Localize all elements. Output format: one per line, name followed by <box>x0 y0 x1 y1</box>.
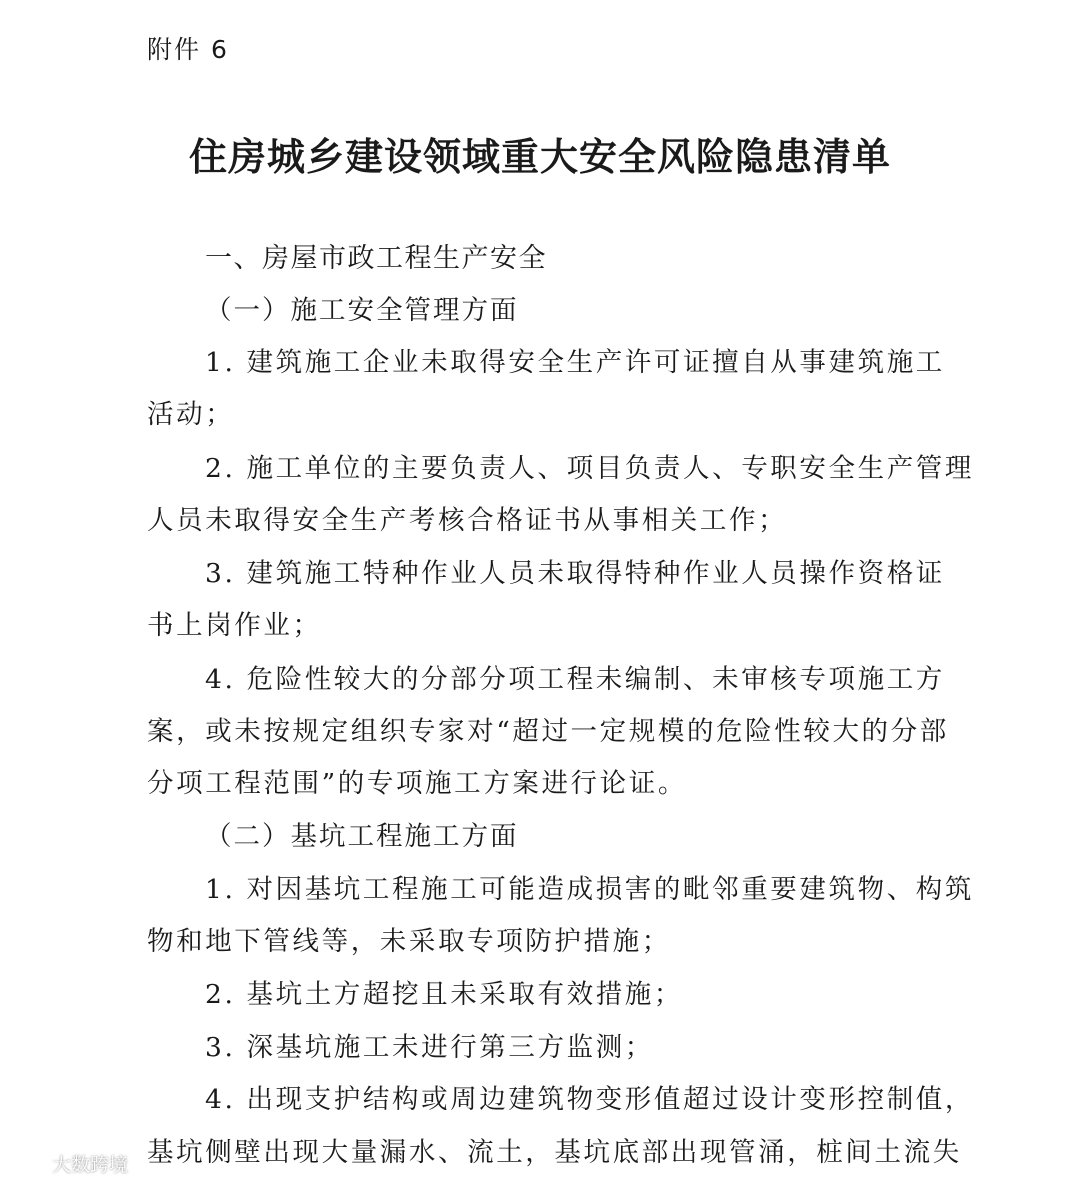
subsection-heading: （一）施工安全管理方面 <box>205 295 519 326</box>
list-item-line: 基坑侧壁出现大量漏水、流土，基坑底部出现管涌，桩间土流失 <box>147 1137 962 1168</box>
document-title: 住房城乡建设领域重大安全风险隐患清单 <box>188 135 891 179</box>
list-item-line: 物和地下管线等，未采取专项防护措施； <box>147 926 671 957</box>
list-item-line: 2. 基坑土方超挖且未采取有效措施； <box>205 979 684 1010</box>
watermark <box>10 1150 128 1177</box>
list-item-line: 3. 深基坑施工未进行第三方监测； <box>205 1032 654 1063</box>
list-item-line: 书上岗作业； <box>147 610 322 641</box>
watermark-text: 大数跨境 <box>52 1154 129 1176</box>
list-item-line: 1. 建筑施工企业未取得安全生产许可证擅自从事建筑施工 <box>205 347 945 378</box>
list-item-line: 人员未取得安全生产考核合格证书从事相关工作； <box>147 505 788 536</box>
eye-logo-icon <box>10 1152 48 1176</box>
list-item-line: 分项工程范围”的专项施工方案进行论证。 <box>147 768 687 799</box>
subsection-heading: （二）基坑工程施工方面 <box>205 821 519 852</box>
list-item-line: 4. 出现支护结构或周边建筑物变形值超过设计变形控制值， <box>205 1084 975 1115</box>
list-item-line: 1. 对因基坑工程施工可能造成损害的毗邻重要建筑物、构筑 <box>205 874 975 905</box>
list-item-line: 活动； <box>147 399 235 430</box>
list-item-line: 4. 危险性较大的分部分项工程未编制、未审核专项施工方 <box>205 664 945 695</box>
list-item-line: 3. 建筑施工特种作业人员未取得特种作业人员操作资格证 <box>205 558 945 589</box>
attachment-label: 附件 6 <box>147 35 229 64</box>
section-heading: 一、房屋市政工程生产安全 <box>205 243 547 274</box>
list-item-line: 案，或未按规定组织专家对“超过一定规模的危险性较大的分部 <box>147 716 949 747</box>
list-item-line: 2. 施工单位的主要负责人、项目负责人、专职安全生产管理 <box>205 453 975 484</box>
